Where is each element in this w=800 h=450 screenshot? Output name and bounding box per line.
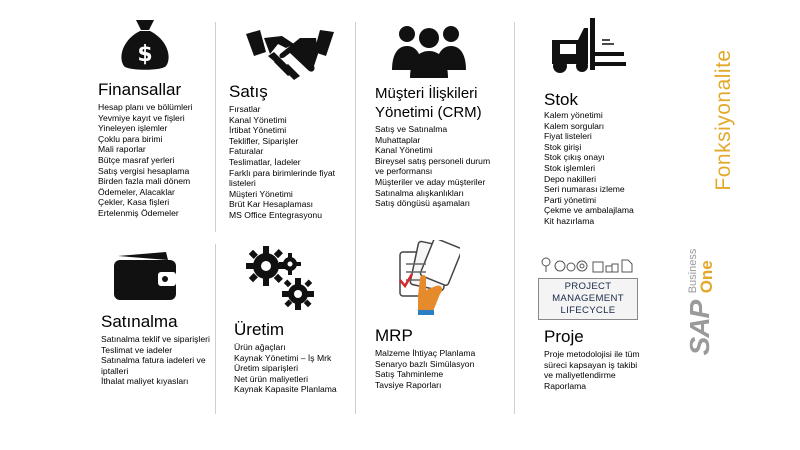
checklist-hand-icon (396, 240, 460, 316)
list-item: Raporlama (544, 380, 587, 391)
list-item: Çekler, Kasa fişleri (98, 197, 170, 208)
list-item: Kaynak Kapasite Planlama (234, 384, 337, 395)
list-item: Yevmiye kayıt ve fişleri (98, 112, 185, 123)
list-item: Yineleyen işlemler (98, 123, 168, 134)
stok-list (544, 110, 664, 227)
list-item: Ertelenmiş Ödemeler (98, 207, 179, 218)
list-item: Birden fazla mali dönem (98, 176, 191, 187)
list-item: Satınalma alışkanlıkları (375, 187, 464, 198)
list-item: Stok girişi (544, 141, 582, 152)
list-item: Net ürün maliyetleri (234, 373, 309, 384)
list-item: Çoklu para birimi (98, 133, 163, 144)
section-title-stok: Stok (544, 90, 579, 109)
wallet-icon (110, 250, 178, 302)
section-title-mrp: MRP (375, 326, 413, 345)
svg-text:$: $ (137, 42, 153, 67)
section-title-crm-line1: Müşteri İlişkileri (375, 85, 478, 102)
logo-one: One (697, 260, 716, 294)
list-item: Müşteriler ve aday müşteriler (375, 176, 486, 187)
section-title-finansallar: Finansallar (98, 80, 182, 99)
list-item: Ürün ağaçları (234, 342, 286, 352)
list-item: Mali raporlar (98, 144, 146, 155)
list-item: Farklı para birimlerinde fiyat listeleri (229, 167, 336, 189)
list-item: Stok işlemleri (544, 162, 596, 173)
list-item: Müşteri Yönetimi (229, 188, 293, 199)
list-item: Muhattaplar (375, 134, 421, 145)
column-divider-3 (514, 22, 515, 414)
forklift-icon (548, 18, 628, 76)
sap-business-one-logo (684, 249, 716, 356)
banner-line-1: PROJECT (564, 281, 612, 292)
list-item: Kaynak Yönetimi – İş Mrk (234, 352, 332, 363)
list-item: Satış vergisi hesaplama (98, 165, 190, 176)
project-management-banner (538, 278, 638, 320)
list-item: Satış ve Satınalma (375, 124, 448, 134)
list-item: Kanal Yönetimi (375, 145, 433, 156)
column-divider-1 (215, 22, 216, 232)
list-item: Satınalma fatura iadeleri ve iptalleri (101, 355, 206, 376)
list-item: Fiyat listeleri (544, 131, 592, 142)
list-item: Brüt Kar Hesaplaması (229, 199, 314, 210)
proje-list (544, 349, 640, 391)
section-title-proje: Proje (544, 327, 584, 346)
banner-line-3: LIFECYCLE (560, 305, 616, 316)
side-title-fonksiyonalite: Fonksiyonalite (712, 49, 735, 191)
list-item: Stok çıkış onayı (544, 152, 605, 163)
section-title-crm-line2: Yönetimi (CRM) (375, 104, 482, 121)
list-item: Teklifler, Siparişler (229, 135, 299, 146)
list-item: Depo nakilleri (544, 173, 597, 184)
list-item: Satınalma teklif ve siparişleri (101, 334, 210, 344)
uretim-list (234, 342, 352, 395)
list-item: Satış Tahminleme (375, 369, 444, 380)
list-item: Tavsiye Raporları (375, 379, 442, 390)
list-item: Faturalar (229, 146, 264, 157)
list-item: Kanal Yönetimi (229, 114, 287, 125)
list-item: İrtibat Yönetimi (229, 125, 287, 136)
list-item: Bütçe masraf yerleri (98, 154, 175, 165)
list-item: Kalem sorguları (544, 120, 605, 131)
list-item: Bireysel satış personeli durum ve performansı (375, 155, 491, 177)
list-item: Malzeme İhtiyaç Planlama (375, 348, 476, 358)
list-item: Teslimatlar, İadeler (229, 156, 301, 167)
list-item: Ödemeler, Alacaklar (98, 186, 175, 197)
list-item: Kalem yönetimi (544, 110, 603, 120)
crm-list (375, 124, 500, 209)
list-item: Satış döngüsü aşamaları (375, 198, 471, 209)
gears-icon (242, 244, 320, 312)
banner-line-2: MANAGEMENT (552, 293, 624, 304)
section-title-satinalma: Satınalma (101, 312, 178, 331)
satinalma-list (101, 334, 215, 387)
column-divider-2 (355, 22, 356, 414)
list-item: Fırsatlar (229, 104, 261, 114)
list-item: Üretim siparişleri (234, 363, 298, 374)
section-title-uretim: Üretim (234, 320, 285, 339)
project-icons-strip (540, 254, 636, 274)
list-item: Seri numarası izleme (544, 184, 625, 195)
finansallar-list (98, 102, 210, 219)
list-item: Parti yönetimi (544, 194, 597, 205)
list-item: Çekme ve ambalajlama (544, 205, 634, 216)
mrp-list (375, 348, 505, 390)
list-item: Kit hazırlama (544, 215, 595, 226)
list-item: Proje metodolojisi ile tüm süreci kapsayan iş takibi ve maliyetlendirme (544, 349, 640, 381)
logo-sap: SAP (684, 300, 715, 356)
satis-list (229, 104, 351, 221)
list-item: Hesap planı ve bölümleri (98, 102, 193, 112)
list-item: İthalat maliyet kıyasları (101, 376, 189, 387)
logo-business: Business (687, 248, 699, 294)
list-item: MS Office Entegrasyonu (229, 209, 322, 220)
people-group-icon (390, 20, 468, 80)
handshake-icon (244, 26, 336, 84)
money-bag-icon (116, 16, 174, 72)
column-divider-1b (215, 244, 216, 414)
section-title-satis: Satış (229, 82, 268, 101)
list-item: Senaryo bazlı Simülasyon (375, 358, 475, 369)
list-item: Teslimat ve iadeler (101, 344, 173, 355)
